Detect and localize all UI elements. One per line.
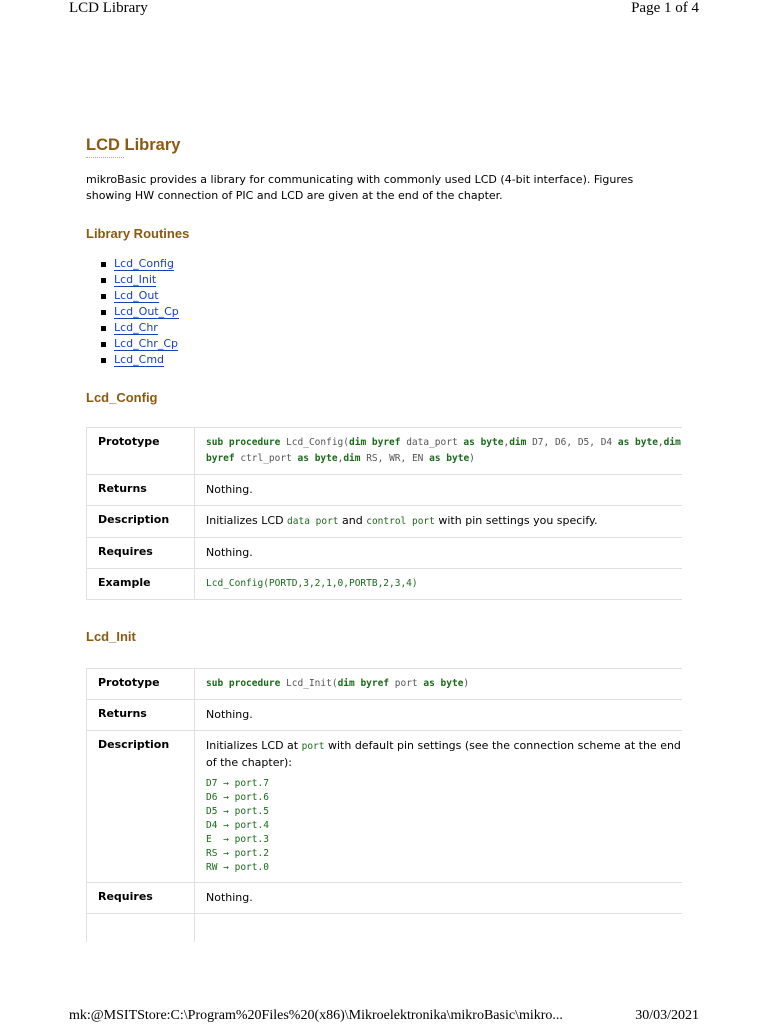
pin-mapping-line: RS → port.2	[206, 848, 269, 859]
lcd-config-requires: Nothing.	[195, 538, 683, 569]
page-title: LCD Library	[86, 136, 181, 154]
pin-mapping-line: D7 → port.7	[206, 778, 269, 789]
description-text: Initializes LCD	[206, 514, 288, 527]
empty-cell	[87, 914, 195, 943]
code-keyword: as byte	[463, 437, 504, 448]
code-identifier: ctrl_port	[240, 453, 298, 464]
table-row	[87, 506, 683, 538]
list-item	[100, 304, 682, 320]
code-keyword: as byte	[423, 678, 464, 689]
table-row	[87, 569, 683, 600]
description-text: with pin settings you specify.	[434, 514, 598, 527]
code-keyword: dim byref	[206, 437, 681, 464]
print-header-title: LCD Library	[69, 0, 148, 16]
link-lcd-chr-cp[interactable]: Lcd_Chr_Cp	[114, 337, 178, 350]
print-header-page-number: Page 1 of 4	[631, 0, 699, 16]
link-lcd-init[interactable]: Lcd_Init	[114, 273, 157, 286]
table-row	[87, 731, 683, 883]
code-keyword: dim byref	[337, 678, 395, 689]
code-identifier: Lcd_Config(	[286, 437, 349, 448]
empty-cell	[195, 914, 683, 943]
description-text: and	[338, 514, 367, 527]
lcd-init-heading: Lcd_Init	[86, 629, 136, 644]
example-label: Example	[87, 569, 195, 600]
table-row	[87, 914, 683, 943]
code-keyword: dim	[343, 453, 367, 464]
prototype-label: Prototype	[87, 428, 195, 475]
pin-mapping-line: RW → port.0	[206, 862, 269, 873]
pin-mapping-list	[206, 777, 682, 875]
lcd-init-requires: Nothing.	[195, 883, 683, 914]
pin-mapping-line: D4 → port.4	[206, 820, 269, 831]
print-footer-path: mk:@MSITStore:C:\Program%20Files%20(x86)\Mikroelektronika\mikroBasic\mikro...	[69, 1008, 563, 1023]
code-keyword: sub procedure	[206, 437, 287, 448]
list-item	[100, 336, 682, 352]
code-identifier: D7, D6, D5, D4	[532, 437, 618, 448]
link-lcd-chr[interactable]: Lcd_Chr	[114, 321, 158, 334]
description-text: Initializes LCD at	[206, 739, 302, 752]
code-data-port: data port	[287, 516, 339, 527]
code-identifier: Lcd_Init(	[286, 678, 338, 689]
lcd-init-description	[195, 731, 683, 883]
pin-mapping-line: D6 → port.6	[206, 792, 269, 803]
link-lcd-cmd[interactable]: Lcd_Cmd	[114, 353, 165, 366]
description-text	[206, 738, 682, 771]
requires-label: Requires	[87, 883, 195, 914]
code-identifier: ,	[657, 437, 664, 448]
code-identifier: port	[394, 678, 424, 689]
description-label: Description	[87, 731, 195, 883]
pin-mapping-line: D5 → port.5	[206, 806, 269, 817]
code-identifier: data_port	[406, 437, 464, 448]
link-lcd-out[interactable]: Lcd_Out	[114, 289, 159, 302]
table-row	[87, 669, 683, 700]
lcd-config-table	[86, 427, 682, 600]
code-control-port: control port	[366, 516, 435, 527]
code-identifier: )	[469, 453, 475, 464]
prototype-label: Prototype	[87, 669, 195, 700]
list-item	[100, 288, 682, 304]
lcd-config-returns: Nothing.	[195, 475, 683, 506]
list-item	[100, 256, 682, 272]
table-row	[87, 428, 683, 475]
print-footer-date: 30/03/2021	[635, 1008, 699, 1023]
lcd-config-heading: Lcd_Config	[86, 390, 158, 405]
routines-list	[86, 256, 682, 368]
list-item	[100, 320, 682, 336]
code-identifier: )	[463, 678, 470, 689]
lcd-init-table	[86, 668, 682, 942]
code-identifier: RS, WR, EN	[366, 453, 430, 464]
returns-label: Returns	[87, 475, 195, 506]
returns-label: Returns	[87, 700, 195, 731]
lcd-init-returns: Nothing.	[195, 700, 683, 731]
code-identifier: ,	[337, 453, 344, 464]
lcd-init-prototype	[195, 669, 683, 700]
code-keyword: as byte	[297, 453, 338, 464]
code-keyword: as byte	[617, 437, 658, 448]
code-keyword: dim byref	[349, 437, 407, 448]
lcd-config-example: Lcd_Config(PORTD,3,2,1,0,PORTB,2,3,4)	[195, 569, 683, 600]
table-row	[87, 883, 683, 914]
title-underline	[86, 157, 124, 158]
document-body	[86, 136, 682, 942]
table-row	[87, 700, 683, 731]
code-keyword: sub procedure	[206, 678, 287, 689]
description-text: with default pin settings (see the connection scheme at the end of the chapter):	[206, 739, 681, 769]
lcd-config-description	[195, 506, 683, 538]
code-keyword: dim	[509, 437, 533, 448]
lcd-config-prototype	[195, 428, 683, 475]
link-lcd-config[interactable]: Lcd_Config	[114, 257, 174, 270]
table-row	[87, 538, 683, 569]
list-item	[100, 352, 682, 368]
code-identifier: ,	[503, 437, 510, 448]
link-lcd-out-cp[interactable]: Lcd_Out_Cp	[114, 305, 179, 318]
library-routines-heading: Library Routines	[86, 226, 190, 241]
table-row	[87, 475, 683, 506]
pin-mapping-line: E → port.3	[206, 834, 269, 845]
list-item	[100, 272, 682, 288]
description-label: Description	[87, 506, 195, 538]
requires-label: Requires	[87, 538, 195, 569]
code-port: port	[301, 741, 325, 752]
intro-paragraph: mikroBasic provides a library for communicating with commonly used LCD (4-bit interface). Figures showing HW connection of PIC and LCD are given at the end of the chapter.	[86, 173, 634, 202]
code-keyword: as byte	[429, 453, 470, 464]
